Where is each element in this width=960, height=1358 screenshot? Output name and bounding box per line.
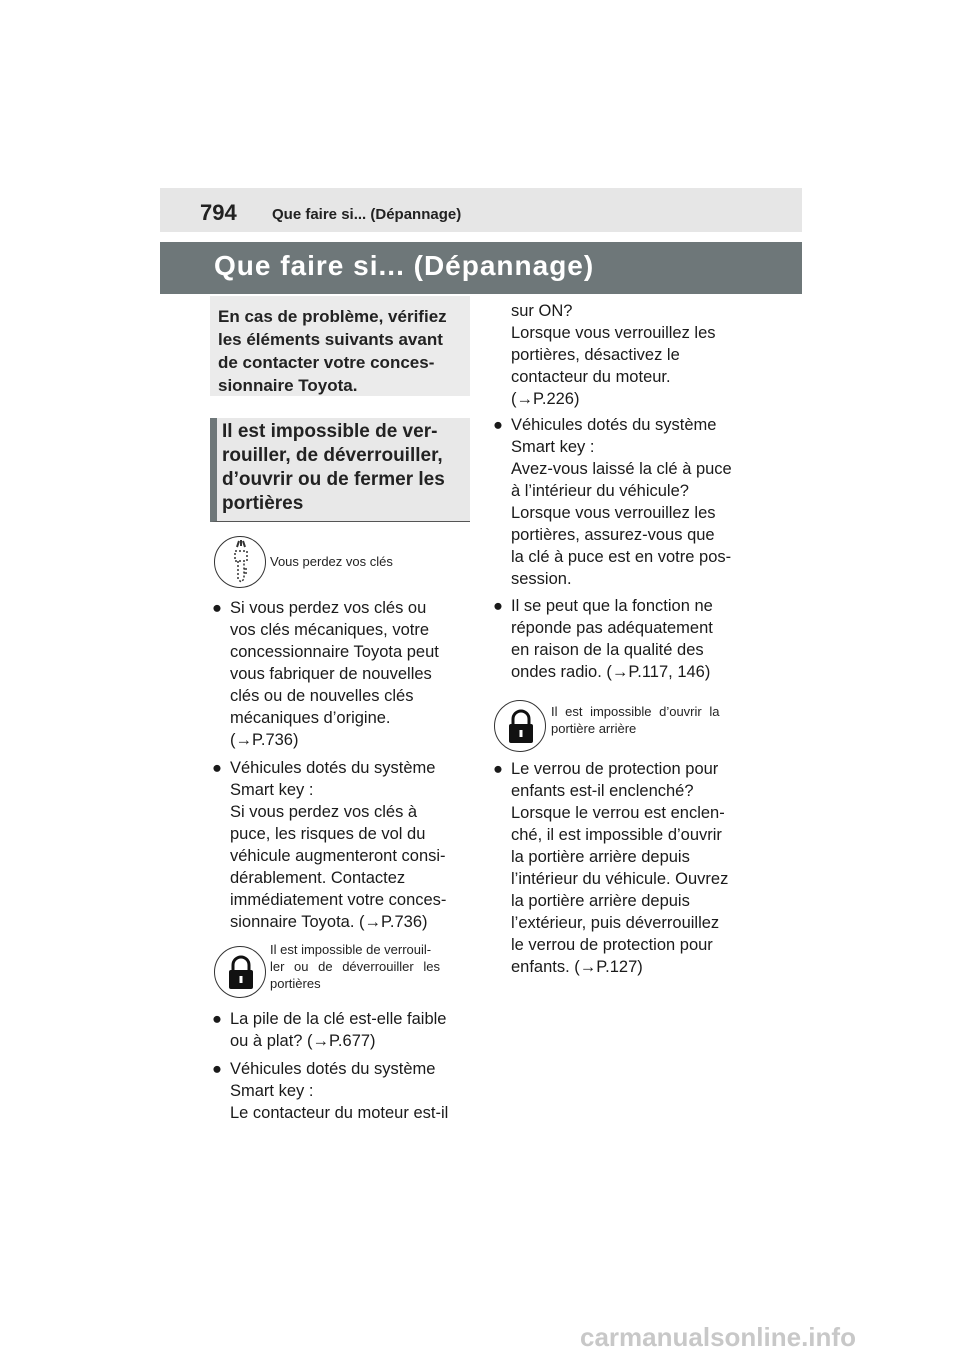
intro-line: sionnaire Toyota. bbox=[218, 376, 358, 395]
running-title: Que faire si... (Dépannage) bbox=[272, 206, 462, 223]
subsection-line: rouiller, de déverrouiller, bbox=[222, 445, 443, 466]
bullet-line: le verrou de protection pour bbox=[511, 936, 713, 954]
page-number: 794 bbox=[200, 200, 237, 225]
bullet-line: Le contacteur du moteur est-il bbox=[230, 1104, 449, 1122]
subsection-line: portières bbox=[222, 493, 304, 514]
bullet-line: enfants. (→P.127) bbox=[511, 958, 643, 976]
list-item bbox=[212, 757, 472, 937]
section-title: Que faire si... (Dépannage) bbox=[214, 250, 595, 281]
intro-line: les éléments suivants avant bbox=[218, 330, 443, 349]
footer-watermark: carmanualsonline.info bbox=[580, 1322, 856, 1352]
intro-text bbox=[218, 305, 466, 397]
bullet-line: (→P.736) bbox=[230, 731, 299, 749]
bullet-line: la portière arrière depuis bbox=[511, 892, 690, 910]
bullet-line: Véhicules dotés du système bbox=[230, 1060, 436, 1078]
bullet-line: session. bbox=[511, 570, 572, 588]
bullet-line: Véhicules dotés du système bbox=[230, 759, 436, 777]
bullet-line: Avez-vous laissé la clé à puce bbox=[511, 460, 732, 478]
bullet-line: l’intérieur du véhicule. Ouvrez bbox=[511, 870, 729, 888]
bullet-dot: ● bbox=[212, 759, 222, 777]
bullet-line: portières, assurez-vous que bbox=[511, 526, 715, 544]
bullet-line: véhicule augmenteront consi- bbox=[230, 847, 446, 865]
key-icon bbox=[214, 536, 266, 588]
bullet-line: enfants est-il enclenché? bbox=[511, 782, 694, 800]
intro-line: de contacter votre conces- bbox=[218, 353, 435, 372]
bullet-line: Lorsque le verrou est enclen- bbox=[511, 804, 725, 822]
bullet-dot: ● bbox=[493, 760, 503, 778]
intro-line: En cas de problème, vérifiez bbox=[218, 307, 447, 326]
bullet-line: sur ON? bbox=[511, 302, 573, 320]
bullet-line: Smart key : bbox=[230, 1082, 314, 1100]
bullet-line: vos clés mécaniques, votre bbox=[230, 621, 430, 639]
caption-line: Il est impossible d’ouvrir la bbox=[551, 704, 720, 719]
bullet-line: en raison de la qualité des bbox=[511, 641, 704, 659]
bullet-line: (→P.226) bbox=[511, 390, 580, 408]
icon-caption-lock-unlock bbox=[270, 941, 468, 992]
bullet-line: à l’intérieur du véhicule? bbox=[511, 482, 689, 500]
header-strip bbox=[160, 188, 802, 232]
bullet-line: ou à plat? (→P.677) bbox=[230, 1032, 376, 1050]
bullet-line: Smart key : bbox=[511, 438, 595, 456]
bullet-dot: ● bbox=[493, 597, 503, 615]
bullet-line: ondes radio. (→P.117, 146) bbox=[511, 663, 711, 681]
caption-line: Il est impossible de verrouil- bbox=[270, 942, 432, 957]
bullet-line: concessionnaire Toyota peut bbox=[230, 643, 439, 661]
list-item bbox=[212, 1008, 472, 1054]
bullet-line: Lorsque vous verrouillez les bbox=[511, 324, 716, 342]
bullet-line: dérablement. Contactez bbox=[230, 869, 406, 887]
bullet-line: immédiatement votre conces- bbox=[230, 891, 447, 909]
caption-line: Vous perdez vos clés bbox=[270, 554, 393, 569]
padlock-icon bbox=[214, 946, 266, 998]
bullet-dot: ● bbox=[493, 416, 503, 434]
bullet-dot: ● bbox=[212, 1060, 222, 1078]
bullet-line: portières, désactivez le bbox=[511, 346, 680, 364]
subsection-line: Il est impossible de ver- bbox=[222, 421, 438, 442]
bullet-line: contacteur du moteur. bbox=[511, 368, 671, 386]
bullet-line: Smart key : bbox=[230, 781, 314, 799]
list-item bbox=[493, 414, 763, 594]
bullet-line: Si vous perdez vos clés à bbox=[230, 803, 418, 821]
bullet-line: l’extérieur, puis déverrouillez bbox=[511, 914, 720, 932]
bullet-dot: ● bbox=[212, 1010, 222, 1028]
bullet-line: vous fabriquer de nouvelles bbox=[230, 665, 432, 683]
list-item bbox=[493, 595, 763, 685]
bullet-line: Il se peut que la fonction ne bbox=[511, 597, 713, 615]
bullet-line: Lorsque vous verrouillez les bbox=[511, 504, 716, 522]
icon-caption-rear-door bbox=[551, 703, 751, 737]
bullet-line: réponde pas adéquatement bbox=[511, 619, 713, 637]
bullet-line: Le verrou de protection pour bbox=[511, 760, 719, 778]
list-item-continuation bbox=[493, 300, 763, 412]
subsection-heading bbox=[222, 420, 468, 516]
bullet-line: sionnaire Toyota. (→P.736) bbox=[230, 913, 428, 931]
icon-caption-lost-keys bbox=[270, 553, 470, 570]
bullet-line: Si vous perdez vos clés ou bbox=[230, 599, 427, 617]
bullet-line: ché, il est impossible d’ouvrir bbox=[511, 826, 722, 844]
bullet-line: la clé à puce est en votre pos- bbox=[511, 548, 732, 566]
caption-line: ler ou de déverrouiller les bbox=[270, 959, 440, 974]
bullet-line: La pile de la clé est-elle faible bbox=[230, 1010, 447, 1028]
caption-line: portière arrière bbox=[551, 721, 637, 736]
bullet-line: puce, les risques de vol du bbox=[230, 825, 426, 843]
list-item bbox=[212, 597, 472, 757]
subsection-line: d’ouvrir ou de fermer les bbox=[222, 469, 445, 490]
bullet-line: la portière arrière depuis bbox=[511, 848, 690, 866]
padlock-icon bbox=[494, 700, 546, 752]
list-item bbox=[212, 1058, 472, 1126]
bullet-line: clés ou de nouvelles clés bbox=[230, 687, 414, 705]
bullet-line: Véhicules dotés du système bbox=[511, 416, 717, 434]
bullet-line: mécaniques d’origine. bbox=[230, 709, 391, 727]
list-item bbox=[493, 758, 763, 980]
caption-line: portières bbox=[270, 976, 321, 991]
bullet-dot: ● bbox=[212, 599, 222, 617]
